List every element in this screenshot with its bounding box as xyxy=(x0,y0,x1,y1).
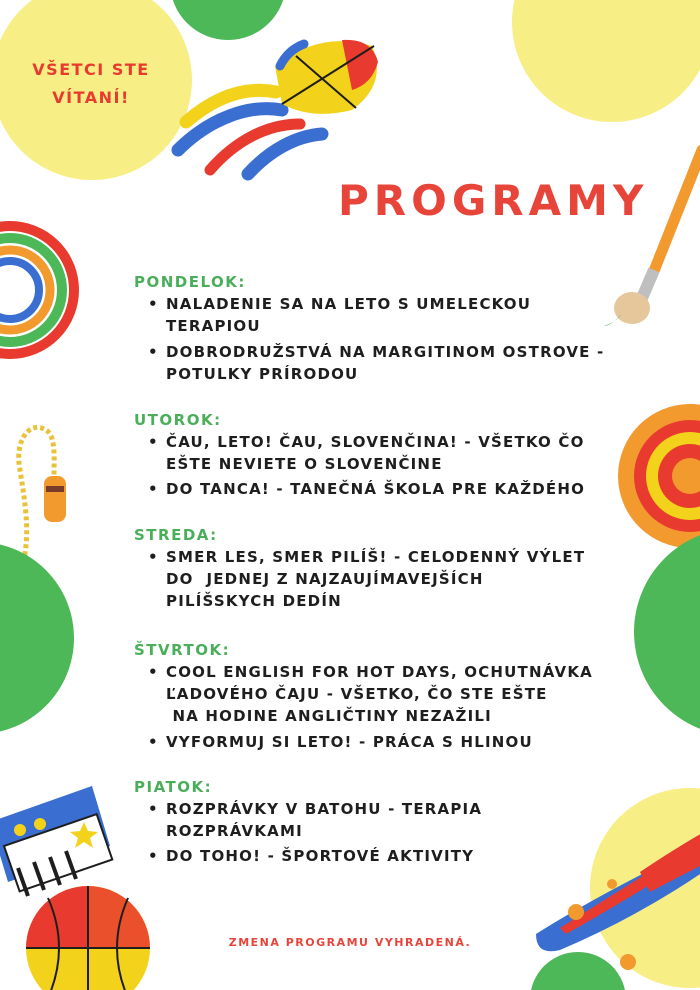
bullet-icon: • xyxy=(148,480,159,498)
day-heading-tuesday: UTOROK: xyxy=(134,411,222,429)
welcome-line-2: VÍTANÍ! xyxy=(52,88,130,107)
page-title: PROGRAMY xyxy=(338,176,649,225)
bullet-icon: • xyxy=(148,433,159,451)
toy-keyboard-icon xyxy=(0,786,112,896)
kite-icon xyxy=(178,40,378,174)
bullet-icon: • xyxy=(148,800,159,818)
list-item: • SMER LES, SMER PILÍŠ! - CELODENNÝ VÝLET DO JEDNEJ Z NAJZAUJÍMAVEJŠÍCH PILÍŠSKYCH DEDÍN xyxy=(148,548,586,610)
footer-note: ZMENA PROGRAMU VYHRADENÁ. xyxy=(228,936,472,949)
yellow-circle-top-right xyxy=(512,0,700,122)
rainbow-rings-icon xyxy=(0,226,74,354)
list-item: • ČAU, LETO! ČAU, SLOVENČINA! - VŠETKO ČO EŠTE NEVIETE O SLOVENČINE xyxy=(148,433,585,473)
list-item: • VYFORMUJ SI LETO! - PRÁCA S HLINOU xyxy=(148,733,533,751)
green-circle-right xyxy=(634,528,700,736)
bullet-icon: • xyxy=(148,343,159,361)
bullet-icon: • xyxy=(148,847,159,865)
list-item: • NALADENIE SA NA LETO S UMELECKOU TERAPIOU xyxy=(148,295,532,335)
green-circle-left xyxy=(0,542,74,734)
bullet-icon: • xyxy=(148,295,159,313)
welcome-line-1: VŠETCI STE xyxy=(32,60,150,79)
green-circle-top xyxy=(170,0,286,40)
list-item: • ROZPRÁVKY V BATOHU - TERAPIA ROZPRÁVKAMI xyxy=(148,800,483,840)
bullet-icon: • xyxy=(148,663,159,681)
list-item: • DO TANCA! - TANEČNÁ ŠKOLA PRE KAŽDÉHO xyxy=(148,480,586,498)
day-heading-wednesday: STREDA: xyxy=(134,526,218,544)
day-heading-friday: PIATOK: xyxy=(134,778,213,796)
green-circle-bottom xyxy=(530,952,626,990)
day-heading-monday: PONDELOK: xyxy=(134,273,246,291)
bullet-icon: • xyxy=(148,733,159,751)
bullet-icon: • xyxy=(148,548,159,566)
list-item: • COOL ENGLISH FOR HOT DAYS, OCHUTNÁVKA ĽADOVÉHO ČAJU - VŠETKO, ČO STE EŠTE NA HODINE ANGLIČTINY NEZAŽILI xyxy=(148,663,593,725)
list-item: • DO TOHO! - ŠPORTOVÉ AKTIVITY xyxy=(148,847,475,865)
day-heading-thursday: ŠTVRTOK: xyxy=(134,641,231,659)
list-item: • DOBRODRUŽSTVÁ NA MARGITINOM OSTROVE - POTULKY PRÍRODOU xyxy=(148,343,605,383)
